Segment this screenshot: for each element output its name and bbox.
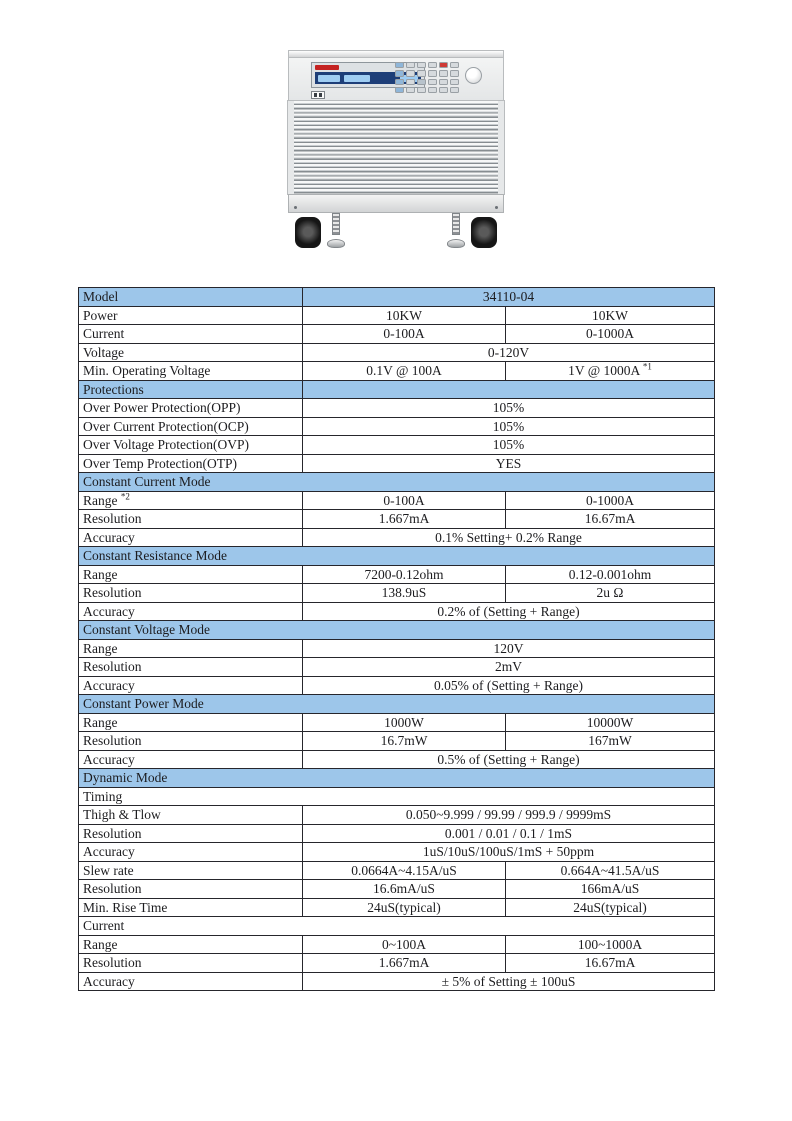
keypad-button [450, 62, 459, 68]
device-connector [311, 91, 325, 99]
row-value: 1uS/10uS/100uS/1mS + 50ppm [303, 843, 715, 862]
row-value-left: 1.667mA [303, 954, 506, 973]
spec-row [79, 972, 715, 991]
row-label: Model [79, 288, 303, 307]
spec-row [79, 343, 715, 362]
empty-cell [303, 380, 715, 399]
section-header-row [79, 695, 715, 714]
section-header-row [79, 547, 715, 566]
row-label: Accuracy [79, 750, 303, 769]
spec-row [79, 861, 715, 880]
row-label: Over Temp Protection(OTP) [79, 454, 303, 473]
row-label: Range [79, 713, 303, 732]
row-value: YES [303, 454, 715, 473]
spec-row [79, 843, 715, 862]
spec-row [79, 658, 715, 677]
row-value: 0.5% of (Setting + Range) [303, 750, 715, 769]
keypad-button [439, 87, 448, 93]
row-label: Resolution [79, 880, 303, 899]
keypad-button [395, 87, 404, 93]
caster-wheel-icon [295, 217, 321, 248]
keypad-button [450, 70, 459, 76]
device-feet [288, 213, 504, 250]
row-label: Accuracy [79, 676, 303, 695]
row-label: Range [79, 565, 303, 584]
row-label: Min. Rise Time [79, 898, 303, 917]
brand-logo-icon [315, 65, 339, 70]
device-front-panel [288, 57, 504, 101]
row-label: Accuracy [79, 528, 303, 547]
row-value-left: 0.1V @ 100A [303, 362, 506, 381]
row-value-left: 24uS(typical) [303, 898, 506, 917]
row-label: Resolution [79, 954, 303, 973]
spec-row [79, 602, 715, 621]
spec-row [79, 584, 715, 603]
row-value-left: 0-100A [303, 325, 506, 344]
keypad-button [439, 62, 448, 68]
spec-row [79, 676, 715, 695]
spec-row [79, 362, 715, 381]
keypad-button [417, 70, 426, 76]
row-value-left: 138.9uS [303, 584, 506, 603]
keypad-button [417, 79, 426, 85]
row-value: ± 5% of Setting ± 100uS [303, 972, 715, 991]
row-value-right: 10KW [506, 306, 715, 325]
row-value: 120V [303, 639, 715, 658]
row-value-left: 7200-0.12ohm [303, 565, 506, 584]
row-label: Over Current Protection(OCP) [79, 417, 303, 436]
row-label: Thigh & Tlow [79, 806, 303, 825]
section-header-row [79, 380, 715, 399]
row-value-right: 0.664A~41.5A/uS [506, 861, 715, 880]
spec-row [79, 824, 715, 843]
keypad-button [439, 79, 448, 85]
row-label: Resolution [79, 658, 303, 677]
spec-row [79, 898, 715, 917]
row-value-left: 1.667mA [303, 510, 506, 529]
row-value-right: 10000W [506, 713, 715, 732]
spec-row [79, 306, 715, 325]
row-value: 2mV [303, 658, 715, 677]
keypad-button [428, 79, 437, 85]
footnote-marker: *2 [120, 491, 130, 502]
row-value: 0.1% Setting+ 0.2% Range [303, 528, 715, 547]
keypad-button [406, 70, 415, 76]
row-label: Over Power Protection(OPP) [79, 399, 303, 418]
row-value-right: 2u Ω [506, 584, 715, 603]
row-value-left: 0.0664A~4.15A/uS [303, 861, 506, 880]
caster-left [295, 213, 347, 250]
row-label: Resolution [79, 732, 303, 751]
row-label: Min. Operating Voltage [79, 362, 303, 381]
spec-table-body [79, 288, 715, 991]
keypad-button [395, 62, 404, 68]
rotary-knob-icon [465, 67, 482, 84]
spec-row [79, 732, 715, 751]
row-label: Accuracy [79, 602, 303, 621]
row-value: 105% [303, 417, 715, 436]
section-title: Constant Power Mode [79, 695, 715, 714]
footnote-marker: *1 [642, 361, 652, 372]
electronic-load-photo [288, 50, 504, 250]
lcd-segment [344, 75, 370, 82]
section-header-row [79, 769, 715, 788]
row-label: Accuracy [79, 843, 303, 862]
model-header-row [79, 288, 715, 307]
row-value-right: 100~1000A [506, 935, 715, 954]
row-value: 0-120V [303, 343, 715, 362]
row-label: Range [79, 639, 303, 658]
spec-row [79, 565, 715, 584]
keypad-button [428, 62, 437, 68]
row-label: Power [79, 306, 303, 325]
keypad-button [395, 79, 404, 85]
leveling-foot-icon [447, 213, 465, 250]
row-value: 0.001 / 0.01 / 0.1 / 1mS [303, 824, 715, 843]
row-label: Resolution [79, 824, 303, 843]
keypad-button [406, 62, 415, 68]
subsection-header-row [79, 917, 715, 936]
section-header-row [79, 473, 715, 492]
row-value-right: 0-1000A [506, 491, 715, 510]
row-value-right: 166mA/uS [506, 880, 715, 899]
row-label: Resolution [79, 584, 303, 603]
row-value-right: 16.67mA [506, 510, 715, 529]
row-value-left: 16.6mA/uS [303, 880, 506, 899]
spec-row [79, 454, 715, 473]
subsection-title: Current [79, 917, 715, 936]
row-value-left: 1000W [303, 713, 506, 732]
lcd-segment [318, 75, 340, 82]
subsection-title: Timing [79, 787, 715, 806]
row-label: Resolution [79, 510, 303, 529]
spec-row [79, 325, 715, 344]
row-label: Voltage [79, 343, 303, 362]
row-value: 105% [303, 436, 715, 455]
row-value-left: 10KW [303, 306, 506, 325]
leveling-foot-icon [327, 213, 345, 250]
spec-row [79, 417, 715, 436]
device-ventilation-grille [288, 101, 504, 194]
row-label: Current [79, 325, 303, 344]
keypad-button [450, 87, 459, 93]
section-title: Protections [79, 380, 303, 399]
row-value-right: 16.67mA [506, 954, 715, 973]
spec-row [79, 935, 715, 954]
row-value: 105% [303, 399, 715, 418]
keypad-button [406, 79, 415, 85]
spec-row [79, 954, 715, 973]
model-number: 34110-04 [303, 288, 715, 307]
spec-row [79, 750, 715, 769]
spec-row [79, 528, 715, 547]
row-value-right: 167mW [506, 732, 715, 751]
row-value-right: 24uS(typical) [506, 898, 715, 917]
spec-row [79, 639, 715, 658]
row-value-right: 0.12-0.001ohm [506, 565, 715, 584]
keypad-button [450, 79, 459, 85]
keypad-button [417, 87, 426, 93]
row-label: Accuracy [79, 972, 303, 991]
spec-row [79, 880, 715, 899]
keypad-button [428, 70, 437, 76]
row-label: Range [79, 935, 303, 954]
caster-wheel-icon [471, 217, 497, 248]
spec-row [79, 806, 715, 825]
spec-row [79, 399, 715, 418]
keypad-button [439, 70, 448, 76]
keypad-button [417, 62, 426, 68]
row-label: Over Voltage Protection(OVP) [79, 436, 303, 455]
subsection-header-row [79, 787, 715, 806]
device-keypad [395, 62, 459, 93]
row-value-right: 1V @ 1000A $^{*1}$ [506, 362, 715, 381]
caster-right [445, 213, 497, 250]
spec-row [79, 436, 715, 455]
row-value-left: 0~100A [303, 935, 506, 954]
spec-row [79, 510, 715, 529]
section-title: Constant Voltage Mode [79, 621, 715, 640]
section-title: Constant Current Mode [79, 473, 715, 492]
row-value-left: 0-100A [303, 491, 506, 510]
device-base-plinth [288, 194, 504, 213]
spec-row [79, 713, 715, 732]
keypad-button [428, 87, 437, 93]
row-value-left: 16.7mW [303, 732, 506, 751]
keypad-button [395, 70, 404, 76]
device-top-cap [288, 50, 504, 57]
row-label: Slew rate [79, 861, 303, 880]
spec-table [78, 287, 715, 991]
row-value: 0.050~9.999 / 99.99 / 999.9 / 9999mS [303, 806, 715, 825]
row-label: Range $^{*2}$ [79, 491, 303, 510]
section-title: Dynamic Mode [79, 769, 715, 788]
row-value-right: 0-1000A [506, 325, 715, 344]
keypad-button [406, 87, 415, 93]
row-value: 0.2% of (Setting + Range) [303, 602, 715, 621]
section-header-row [79, 621, 715, 640]
spec-row [79, 491, 715, 510]
section-title: Constant Resistance Mode [79, 547, 715, 566]
row-value: 0.05% of (Setting + Range) [303, 676, 715, 695]
